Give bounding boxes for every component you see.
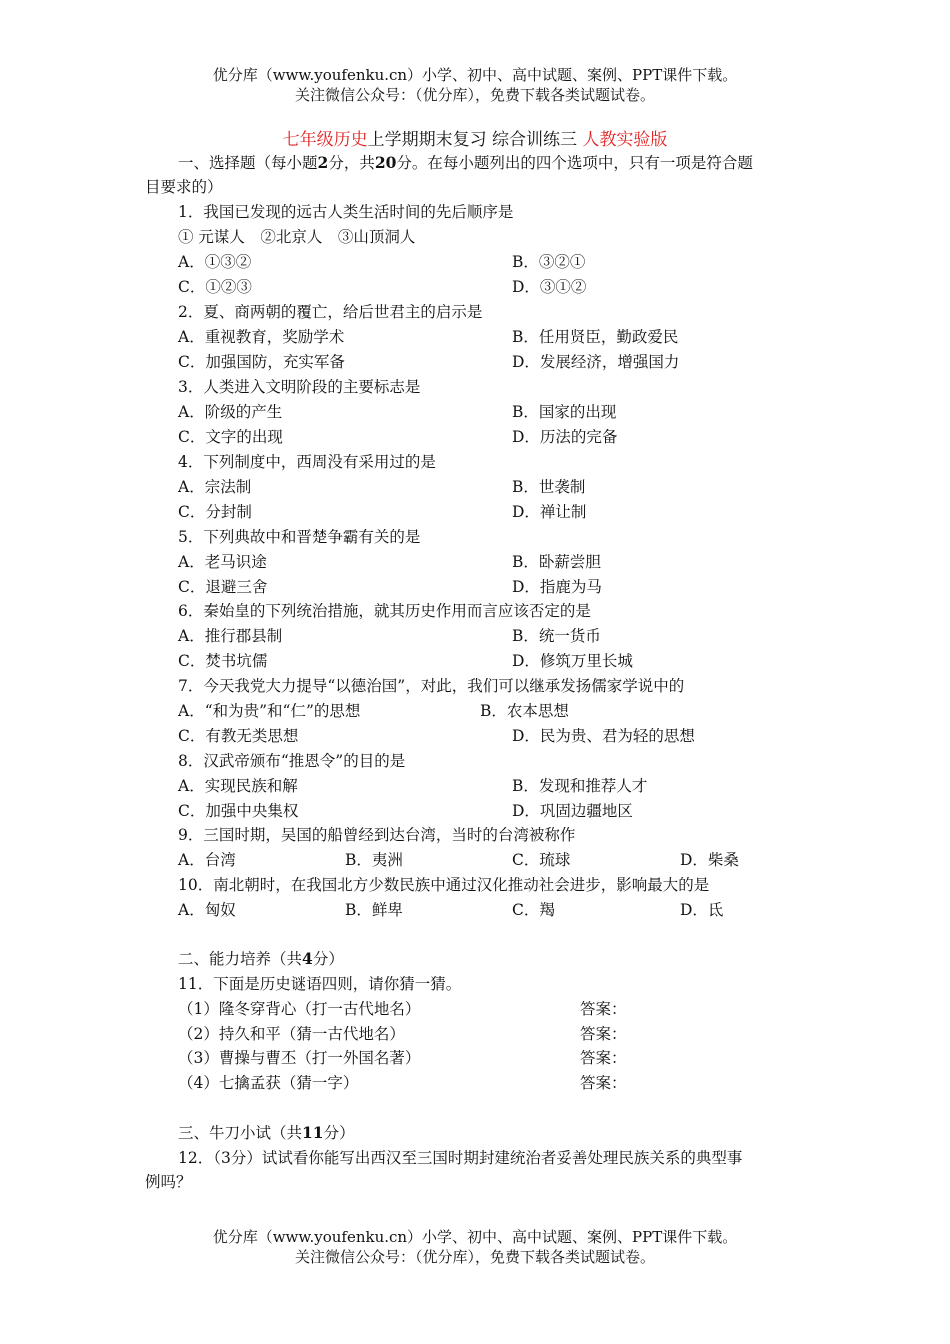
question-stem: 9．三国时期，吴国的船曾经到达台湾，当时的台湾被称作	[178, 826, 576, 844]
riddle-answer-label: 答案：	[580, 1000, 627, 1018]
option-a: A．推行郡县制	[178, 627, 283, 645]
section1-heading-text: 一、选择题（每小题	[178, 154, 318, 172]
option-b: B．任用贤臣，勤政爱民	[512, 328, 679, 346]
option-c: C．焚书坑儒	[178, 652, 268, 670]
question-stem: 3．人类进入文明阶段的主要标志是	[178, 378, 421, 396]
riddle-answer-label: 答案：	[580, 1049, 627, 1067]
option-b: B．发现和推荐人才	[512, 777, 648, 795]
option-a: A．实现民族和解	[178, 777, 298, 795]
question-stem: 5．下列典故中和晋楚争霸有关的是	[178, 528, 421, 546]
header-line-1: 优分库（www.youfenku.cn）小学、初中、高中试题、案例、PPT课件下载。	[212, 66, 738, 84]
riddle: （2）持久和平（猜一古代地名）	[178, 1025, 405, 1043]
option-a: A．宗法制	[178, 478, 252, 496]
option-c: C．文字的出现	[178, 428, 283, 446]
question-stem: 11．下面是历史谜语四则，请你猜一猜。	[178, 975, 462, 993]
option-d: D．柴桑	[680, 851, 739, 869]
option-b: B．卧薪尝胆	[512, 553, 601, 571]
option-c: C．①②③	[178, 278, 252, 296]
option-b: B．世袭制	[512, 478, 586, 496]
section1-heading-text-2: 分，共	[328, 154, 375, 172]
option-d: D．修筑万里长城	[512, 652, 633, 670]
option-d: D．民为贵、君为轻的思想	[512, 727, 695, 745]
riddle: （3）曹操与曹丕（打一外国名著）	[178, 1049, 421, 1067]
section3-points: 11	[302, 1123, 324, 1142]
option-a: A．①③②	[178, 253, 252, 271]
option-d: D．氐	[680, 901, 724, 919]
option-d: D．巩固边疆地区	[512, 802, 633, 820]
option-c: C．琉球	[512, 851, 571, 869]
option-c: C．加强国防，充实军备	[178, 353, 345, 371]
question-stem: 7．今天我党大力提导“以德治国”，对此，我们可以继承发扬儒家学说中的	[178, 677, 685, 695]
section1-heading-cont: 目要求的）	[145, 178, 223, 196]
option-b: B．农本思想	[480, 702, 569, 720]
question-stem: 1．我国已发现的远古人类生活时间的先后顺序是	[178, 203, 514, 221]
header-line-2: 关注微信公众号：（优分库），免费下载各类试题试卷。	[294, 86, 655, 104]
option-c: C．分封制	[178, 503, 252, 521]
question-stem: 2．夏、商两朝的覆亡，给后世君主的启示是	[178, 303, 483, 321]
section3-heading-end: 分）	[323, 1124, 355, 1142]
footer-line-2: 关注微信公众号：（优分库），免费下载各类试题试卷。	[294, 1248, 655, 1266]
section2-heading-end: 分）	[312, 950, 344, 968]
option-c: C．羯	[512, 901, 555, 919]
riddle-answer-label: 答案：	[580, 1025, 627, 1043]
option-b: B．③②①	[512, 253, 586, 271]
option-c: C．加强中央集权	[178, 802, 299, 820]
option-c: C．有教无类思想	[178, 727, 299, 745]
section1-heading	[178, 151, 753, 175]
section1-points-each: 2	[317, 153, 329, 172]
question-stem: 8．汉武帝颁布“推恩令”的目的是	[178, 752, 406, 770]
question-12-line2: 例吗？	[145, 1173, 192, 1191]
option-b: B．统一货币	[512, 627, 601, 645]
question-stem: 4．下列制度中，西周没有采用过的是	[178, 453, 436, 471]
footer-line-1: 优分库（www.youfenku.cn）小学、初中、高中试题、案例、PPT课件下载。	[212, 1228, 738, 1246]
section2-heading	[178, 947, 344, 971]
option-b: B．夷洲	[345, 851, 403, 869]
riddle: （1）隆冬穿背心（打一古代地名）	[178, 1000, 421, 1018]
riddle: （4）七擒孟获（猜一字）	[178, 1074, 359, 1092]
section3-heading-text: 三、牛刀小试（共	[178, 1124, 303, 1142]
section2-points: 4	[302, 949, 313, 968]
option-b: B．鲜卑	[345, 901, 403, 919]
section3-heading	[178, 1121, 355, 1145]
page-title	[0, 125, 950, 150]
section2-heading-text: 二、能力培养（共	[178, 950, 303, 968]
option-a: A．重视教育，奖励学术	[178, 328, 345, 346]
section1-heading-text-3: 分。在每小题列出的四个选项中，只有一项是符合题	[396, 154, 753, 172]
title-main: 上学期期末复习 综合训练三	[367, 130, 583, 150]
title-edition: 人教实验版	[582, 130, 668, 150]
option-c: C．退避三舍	[178, 578, 268, 596]
section1-points-total: 20	[374, 153, 397, 172]
riddle-answer-label: 答案：	[580, 1074, 627, 1092]
question-12-line1: 12．（3分）试试看你能写出西汉至三国时期封建统治者妥善处理民族关系的典型事	[178, 1149, 743, 1167]
question-stem: 10．南北朝时，在我国北方少数民族中通过汉化推动社会进步，影响最大的是	[178, 876, 710, 894]
question-stem: 6．秦始皇的下列统治措施，就其历史作用而言应该否定的是	[178, 602, 591, 620]
option-d: D．历法的完备	[512, 428, 618, 446]
option-d: D．③①②	[512, 278, 587, 296]
option-d: D．指鹿为马	[512, 578, 602, 596]
option-a: A．“和为贵”和“仁”的思想	[178, 702, 361, 720]
option-a: A．老马识途	[178, 553, 267, 571]
title-subject: 七年级历史	[282, 130, 368, 150]
option-d: D．发展经济，增强国力	[512, 353, 680, 371]
option-a: A．阶级的产生	[178, 403, 283, 421]
question-extra: ① 元谋人 ②北京人 ③山顶洞人	[178, 228, 416, 246]
option-d: D．禅让制	[512, 503, 587, 521]
option-b: B．国家的出现	[512, 403, 617, 421]
option-a: A．匈奴	[178, 901, 236, 919]
option-a: A．台湾	[178, 851, 236, 869]
